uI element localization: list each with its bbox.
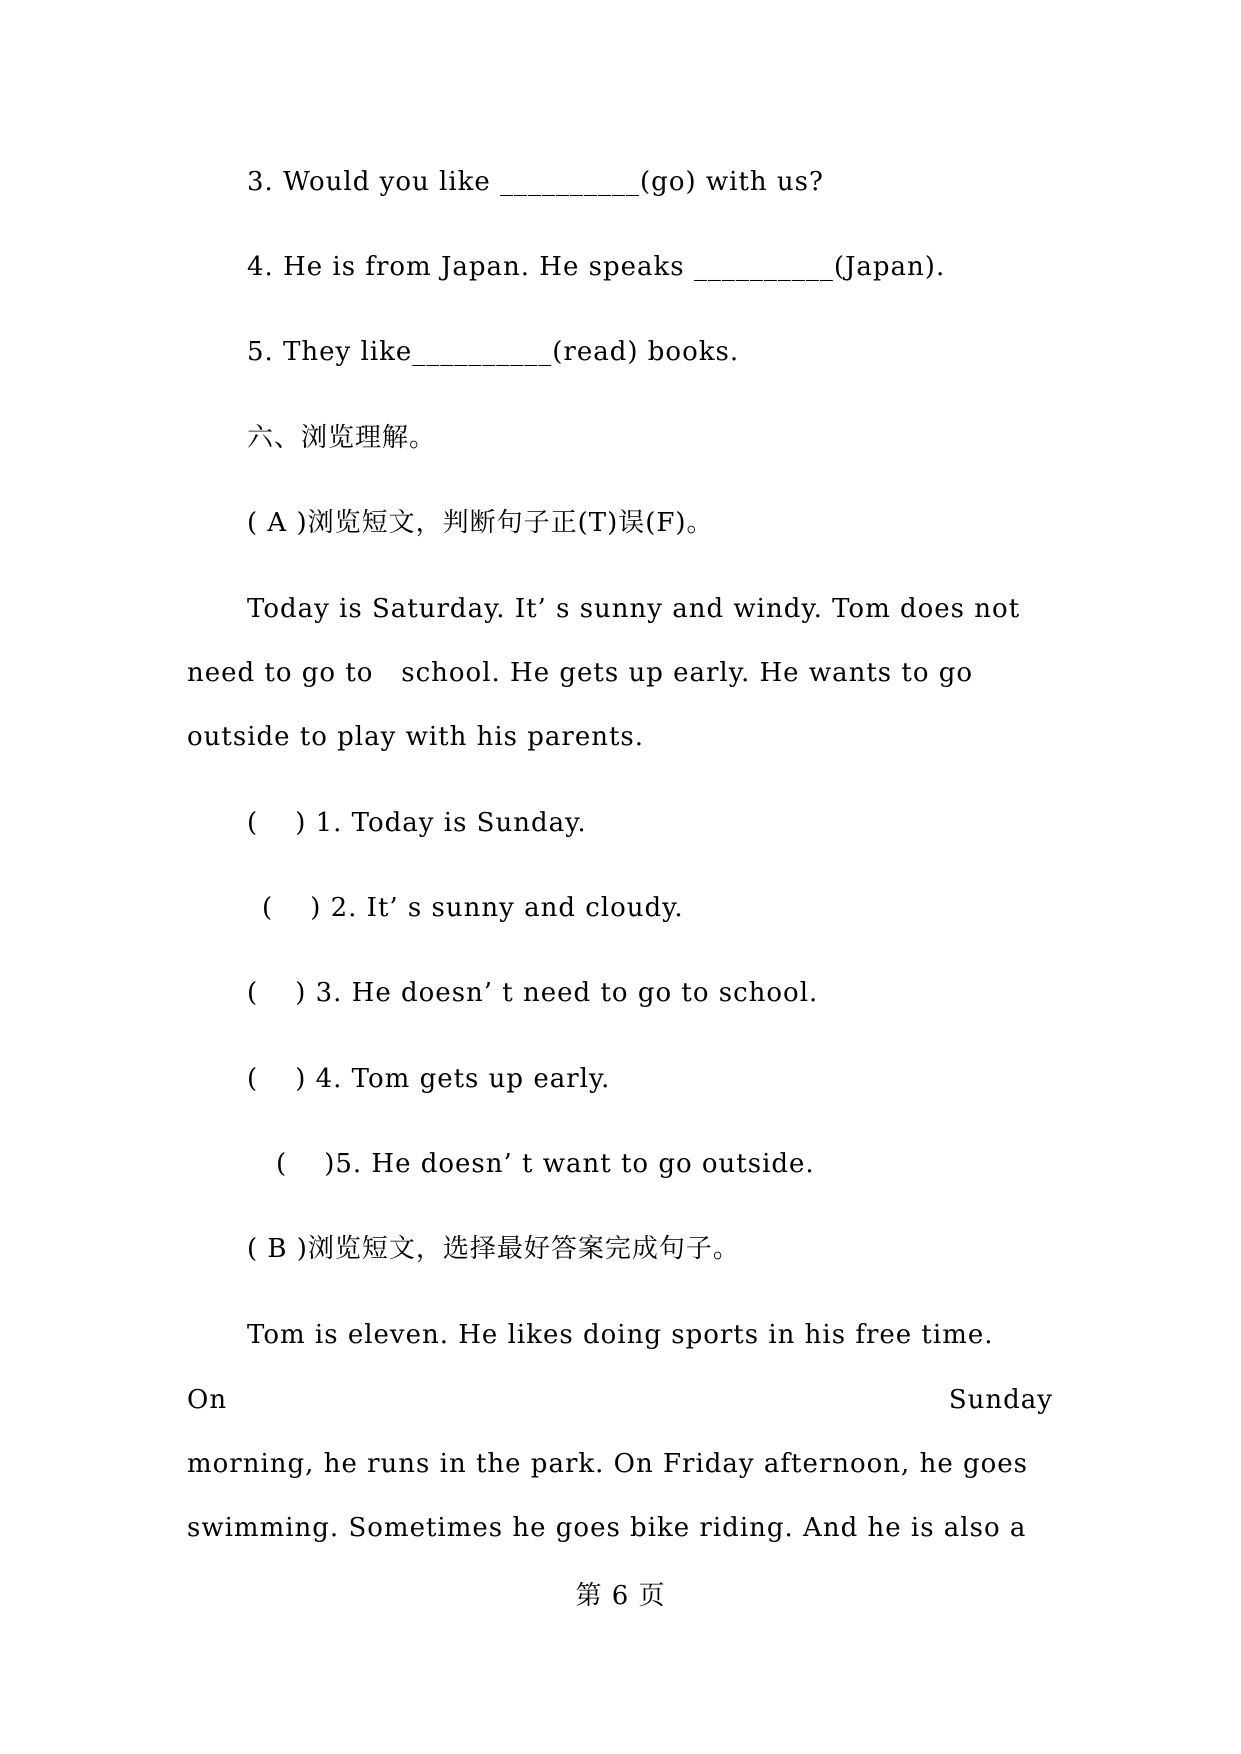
- question-3: 3. Would you like __________(go) with us?: [247, 167, 824, 197]
- part-b-passage-line: morning, he runs in the park. On Friday afternoon, he goes: [187, 1449, 1029, 1479]
- part-b-passage-line: swimming. Sometimes he goes bike riding. And he is also a: [187, 1513, 1027, 1543]
- question-5: 5. They like__________(read) books.: [247, 337, 740, 367]
- passage-word: On: [187, 1385, 228, 1415]
- part-a-passage-line: need to go to school. He gets up early. He wants to go: [187, 658, 974, 688]
- section-heading: 六、浏览理解。: [247, 423, 437, 453]
- question-4: 4. He is from Japan. He speaks __________(Japan).: [247, 252, 946, 282]
- part-b-instruction: ( B )浏览短文，选择最好答案完成句子。: [247, 1234, 740, 1264]
- part-b-passage-line: Tom is eleven. He likes doing sports in his free time.: [247, 1320, 994, 1350]
- tf-question-4: ( ) 4. Tom gets up early.: [247, 1064, 611, 1094]
- passage-word: Sunday: [948, 1385, 1053, 1415]
- page-number: 第 6 页: [575, 1581, 666, 1611]
- part-a-instruction: ( A )浏览短文，判断句子正(T)误(F)。: [247, 508, 714, 538]
- part-b-passage-line: [187, 1383, 1053, 1417]
- part-a-passage-line: outside to play with his parents.: [187, 722, 645, 752]
- tf-question-2: ( ) 2. It’ s sunny and cloudy.: [262, 893, 684, 923]
- tf-question-1: ( ) 1. Today is Sunday.: [247, 808, 587, 838]
- tf-question-3: ( ) 3. He doesn’ t need to go to school.: [247, 978, 819, 1008]
- part-a-passage-line: Today is Saturday. It’ s sunny and windy. Tom does not: [247, 594, 1021, 624]
- tf-question-5: ( )5. He doesn’ t want to go outside.: [276, 1149, 815, 1179]
